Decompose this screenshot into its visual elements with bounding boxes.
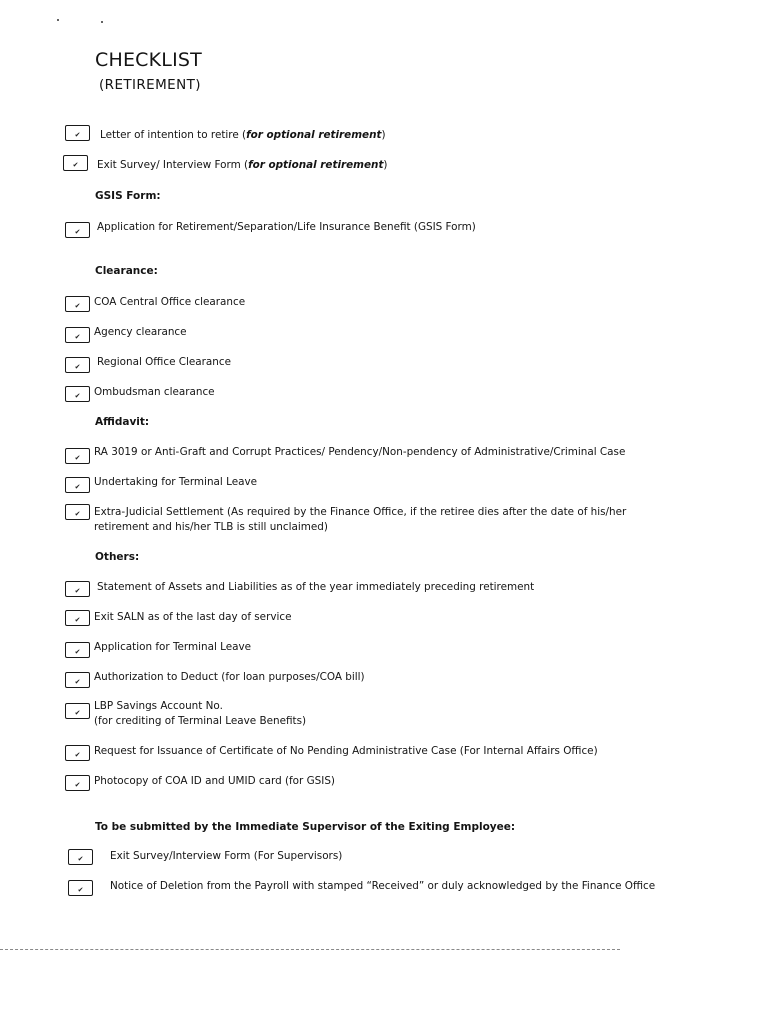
check-mark-icon: ✔	[74, 648, 81, 656]
checkbox[interactable]	[65, 477, 90, 493]
check-mark-icon: ✔	[74, 228, 81, 236]
check-mark-icon: ✔	[72, 161, 79, 169]
checkbox[interactable]	[65, 642, 90, 658]
item-regional-clearance: Regional Office Clearance	[97, 356, 231, 368]
checkbox[interactable]	[63, 155, 88, 171]
check-mark-icon: ✔	[74, 587, 81, 595]
page-divider	[0, 949, 620, 950]
item-coa-central-clearance: COA Central Office clearance	[94, 296, 246, 308]
scan-speck	[57, 19, 59, 21]
check-mark-icon: ✔	[77, 886, 84, 894]
item-undertaking-terminal-leave: Undertaking for Terminal Leave	[94, 476, 257, 488]
item-application-terminal-leave: Application for Terminal Leave	[94, 641, 252, 653]
checkbox[interactable]	[65, 386, 90, 402]
item-lbp-savings-line2: (for crediting of Terminal Leave Benefits)	[94, 715, 307, 727]
checkbox[interactable]	[65, 775, 90, 791]
checkbox[interactable]	[65, 672, 90, 688]
item-extra-judicial-line1: Extra-Judicial Settlement (As required by the Finance Office, if the retiree dies after the date of his/her	[94, 506, 627, 518]
item-photocopy-coa-id: Photocopy of COA ID and UMID card (for GSIS)	[94, 775, 335, 787]
item-letter-of-intention: Letter of intention to retire (for optional retirement)	[100, 129, 386, 141]
item-ra-3019: RA 3019 or Anti-Graft and Corrupt Practices/ Pendency/Non-pendency of Administrative/Criminal Case	[94, 446, 626, 458]
item-notice-of-deletion: Notice of Deletion from the Payroll with stamped “Received” or duly acknowledged by the Finance Office	[110, 880, 656, 892]
checkbox[interactable]	[65, 222, 90, 238]
item-statement-assets: Statement of Assets and Liabilities as of the year immediately preceding retirement	[97, 581, 535, 593]
section-heading-clearance: Clearance:	[95, 265, 158, 277]
checkbox[interactable]	[65, 745, 90, 761]
check-mark-icon: ✔	[74, 454, 81, 462]
checkbox[interactable]	[65, 448, 90, 464]
scan-speck	[101, 21, 103, 23]
check-mark-icon: ✔	[74, 751, 81, 759]
checkbox[interactable]	[65, 703, 90, 719]
check-mark-icon: ✔	[74, 333, 81, 341]
checkbox[interactable]	[65, 504, 90, 520]
item-authorization-deduct: Authorization to Deduct (for loan purposes/COA bill)	[94, 671, 365, 683]
check-mark-icon: ✔	[74, 781, 81, 789]
section-heading-gsis: GSIS Form:	[95, 190, 161, 202]
section-heading-others: Others:	[95, 551, 140, 563]
check-mark-icon: ✔	[74, 302, 81, 310]
item-lbp-savings-line1: LBP Savings Account No.	[94, 700, 223, 712]
checkbox[interactable]	[65, 610, 90, 626]
check-mark-icon: ✔	[74, 363, 81, 371]
check-mark-icon: ✔	[74, 616, 81, 624]
check-mark-icon: ✔	[74, 678, 81, 686]
check-mark-icon: ✔	[74, 510, 81, 518]
check-mark-icon: ✔	[77, 855, 84, 863]
item-ombudsman-clearance: Ombudsman clearance	[94, 386, 215, 398]
checkbox[interactable]	[65, 296, 90, 312]
checkbox[interactable]	[65, 125, 90, 141]
checkbox[interactable]	[65, 357, 90, 373]
item-agency-clearance: Agency clearance	[94, 326, 187, 338]
check-mark-icon: ✔	[74, 709, 81, 717]
item-exit-saln: Exit SALN as of the last day of service	[94, 611, 292, 623]
checkbox[interactable]	[65, 581, 90, 597]
page-title: CHECKLIST	[95, 49, 202, 71]
check-mark-icon: ✔	[74, 131, 81, 139]
item-certificate-no-pending: Request for Issuance of Certificate of No Pending Administrative Case (For Internal Affairs Office)	[94, 745, 598, 757]
checkbox[interactable]	[65, 327, 90, 343]
check-mark-icon: ✔	[74, 392, 81, 400]
item-gsis-application: Application for Retirement/Separation/Life Insurance Benefit (GSIS Form)	[97, 221, 476, 233]
checkbox[interactable]	[68, 849, 93, 865]
item-exit-survey: Exit Survey/ Interview Form (for optional retirement)	[97, 159, 388, 171]
check-mark-icon: ✔	[74, 483, 81, 491]
item-extra-judicial-line2: retirement and his/her TLB is still unclaimed)	[94, 521, 328, 533]
checkbox[interactable]	[68, 880, 93, 896]
page-subtitle: (RETIREMENT)	[99, 77, 201, 93]
item-supervisor-exit-survey: Exit Survey/Interview Form (For Supervisors)	[110, 850, 343, 862]
section-heading-supervisor: To be submitted by the Immediate Supervisor of the Exiting Employee:	[95, 821, 516, 833]
section-heading-affidavit: Affidavit:	[95, 416, 150, 428]
